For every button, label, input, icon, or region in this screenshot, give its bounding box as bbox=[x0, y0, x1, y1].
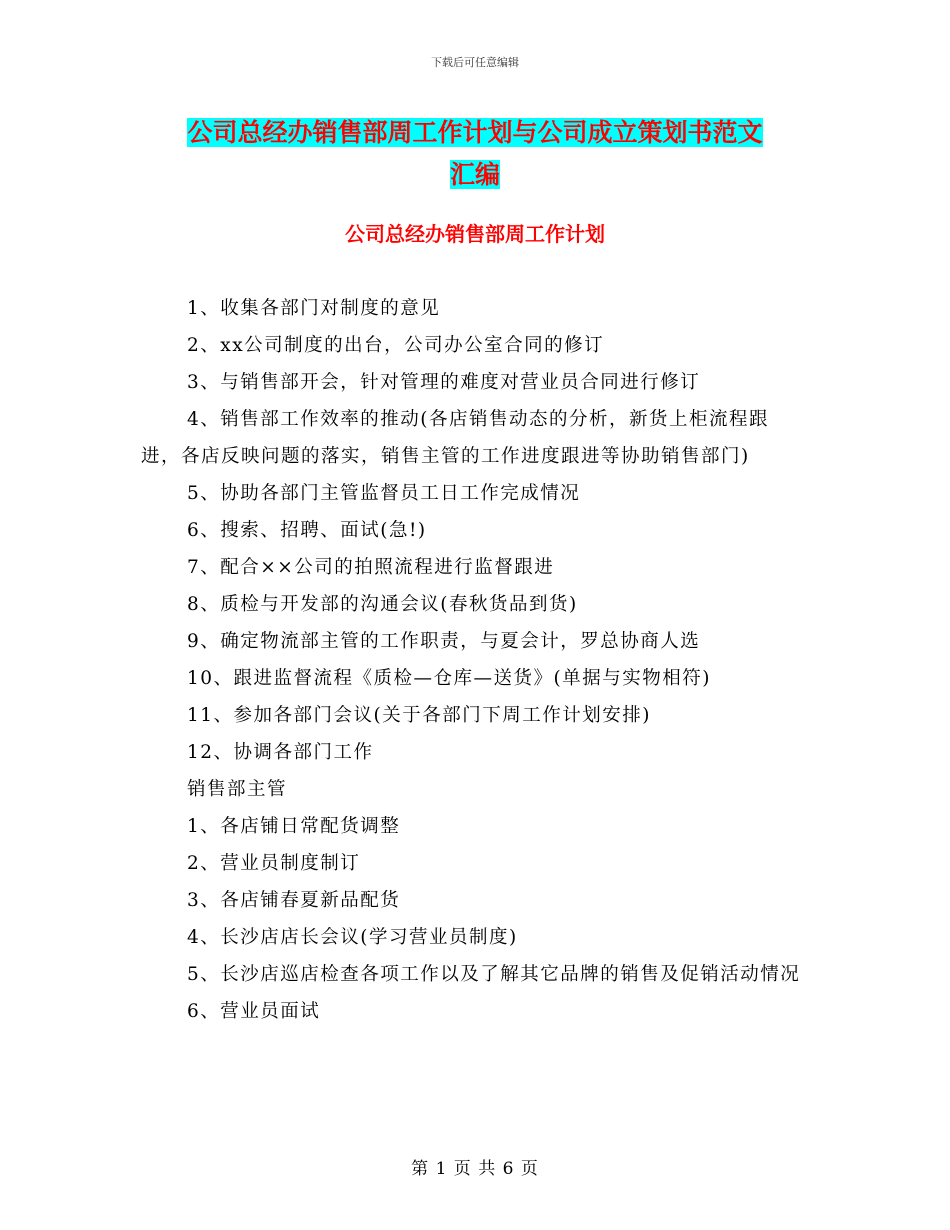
paragraph: 8、质检与开发部的沟通会议(春秋货品到货) bbox=[187, 594, 578, 615]
paragraph: 11、参加各部门会议(关于各部门下周工作计划安排) bbox=[187, 705, 651, 726]
paragraph: 3、各店铺春夏新品配货 bbox=[187, 890, 401, 911]
paragraph: 2、xx公司制度的出台，公司办公室合同的修订 bbox=[187, 335, 605, 356]
header-note: 下载后可任意编辑 bbox=[431, 56, 519, 69]
paragraph: 1、各店铺日常配货调整 bbox=[187, 816, 401, 837]
paragraph: 4、长沙店店长会议(学习营业员制度) bbox=[187, 927, 518, 948]
paragraph: 1、收集各部门对制度的意见 bbox=[187, 298, 441, 319]
page-footer: 第 1 页 共 6 页 bbox=[411, 1159, 539, 1179]
section-title: 公司总经办销售部周工作计划 bbox=[345, 222, 605, 246]
document-title-line2: 汇编 bbox=[449, 160, 500, 189]
paragraph: 6、营业员面试 bbox=[187, 1001, 321, 1022]
paragraph: 12、协调各部门工作 bbox=[187, 742, 374, 763]
document-body bbox=[141, 290, 807, 1030]
paragraph: 2、营业员制度制订 bbox=[187, 853, 361, 874]
paragraph: 9、确定物流部主管的工作职责，与夏会计，罗总协商人选 bbox=[187, 631, 701, 652]
document-title bbox=[140, 112, 810, 196]
paragraph: 6、搜索、招聘、面试(急!) bbox=[187, 520, 427, 541]
paragraph: 3、与销售部开会，针对管理的难度对营业员合同进行修订 bbox=[187, 372, 701, 393]
document-title-line1: 公司总经办销售部周工作计划与公司成立策划书范文 bbox=[187, 118, 763, 147]
paragraph: 5、协助各部门主管监督员工日工作完成情况 bbox=[187, 483, 581, 504]
paragraph: 10、跟进监督流程《质检—仓库—送货》(单据与实物相符) bbox=[187, 668, 711, 689]
paragraph: 4、销售部工作效率的推动(各店销售动态的分析，新货上柜流程跟进，各店反映问题的落实，销售主管的工作进度跟进等协助销售部门) bbox=[141, 409, 769, 467]
paragraph: 5、长沙店巡店检查各项工作以及了解其它品牌的销售及促销活动情况 bbox=[187, 964, 801, 985]
subheading-sales-supervisor: 销售部主管 bbox=[187, 779, 288, 800]
paragraph: 7、配合××公司的拍照流程进行监督跟进 bbox=[187, 557, 555, 578]
